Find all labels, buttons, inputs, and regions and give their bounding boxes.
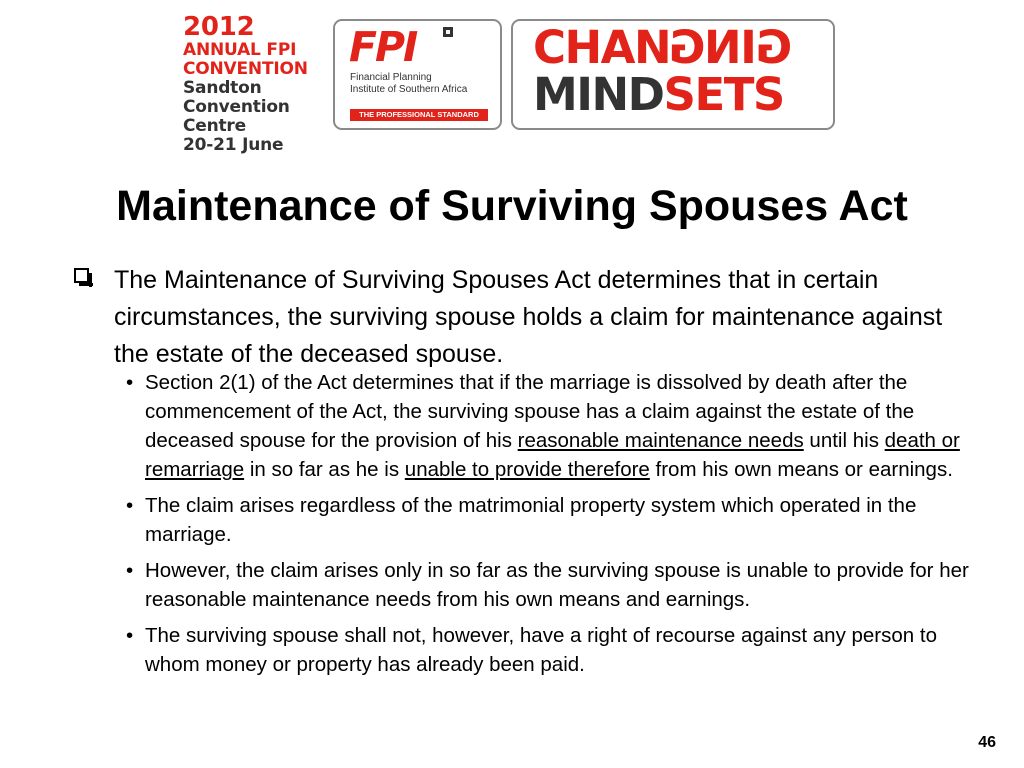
changing-line [533, 21, 793, 74]
bullet-text: However, the claim arises only in so far as the surviving spouse is unable to provide for her reasonable maintenance needs from his own means and earnings. [145, 559, 969, 611]
bullet-text: until his [803, 429, 885, 452]
fpi-name-line-2: Institute of Southern Africa [350, 84, 468, 95]
main-point [72, 262, 972, 373]
bullet-text: The claim arises regardless of the matrimonial property system which operated in the marriage. [145, 494, 917, 546]
mindsets-dark-text: MIND [533, 68, 664, 121]
convention-venue-1: Sandton [183, 78, 262, 98]
fpi-logo-name [350, 72, 500, 96]
convention-line-2: CONVENTION [183, 59, 308, 79]
bullet-item [126, 621, 996, 679]
slide-title: Maintenance of Surviving Spouses Act [116, 182, 908, 230]
bullet-item [126, 556, 996, 614]
bullet-text: in so far as he is [244, 458, 405, 481]
convention-dates: 20-21 June [183, 135, 284, 155]
bullet-icon: • [126, 494, 134, 517]
changing-normal-text: CHAN [533, 21, 671, 74]
bullet-icon: • [126, 371, 134, 394]
mindsets-line [533, 68, 784, 121]
page-number: 46 [978, 734, 996, 751]
mindsets-red-text: SETS [663, 68, 784, 121]
bullet-icon: • [126, 559, 134, 582]
convention-info [183, 14, 333, 155]
main-point-text: The Maintenance of Surviving Spouses Act determines that in certain circumstances, the surviving spouse holds a claim for maintenance against the estate of the deceased spouse. [114, 266, 943, 368]
convention-line-1: ANNUAL FPI [183, 40, 297, 60]
underlined-text: unable to provide therefore [404, 458, 650, 481]
bullet-item [126, 368, 996, 484]
convention-year: 2012 [183, 12, 255, 42]
bullet-item [126, 491, 996, 549]
bullet-text: The surviving spouse shall not, however, have a right of recourse against any person to whom money or property has already been paid. [145, 624, 937, 676]
fpi-logo [333, 19, 502, 130]
checkbox-icon [74, 268, 89, 283]
bullet-icon: • [126, 624, 134, 647]
fpi-logo-mark: FPI [349, 23, 417, 71]
bullet-list [126, 368, 996, 686]
underlined-text: death or remarriage [145, 429, 960, 481]
changing-mirrored-text: GING [670, 21, 793, 74]
bullet-text: from his own means or earnings. [649, 458, 953, 481]
fpi-tagline: THE PROFESSIONAL STANDARD [350, 109, 488, 121]
changing-mindsets-logo [511, 19, 835, 130]
fpi-name-line-1: Financial Planning [350, 72, 432, 83]
convention-venue-2: Convention Centre [183, 97, 290, 136]
fpi-square-icon [443, 27, 453, 37]
bullet-text: Section 2(1) of the Act determines that if the marriage is dissolved by death after the commencement of the Act, the surviving spouse has a claim against the estate of the deceased spouse for the provision of his [145, 371, 915, 452]
underlined-text: reasonable maintenance needs [517, 429, 804, 452]
